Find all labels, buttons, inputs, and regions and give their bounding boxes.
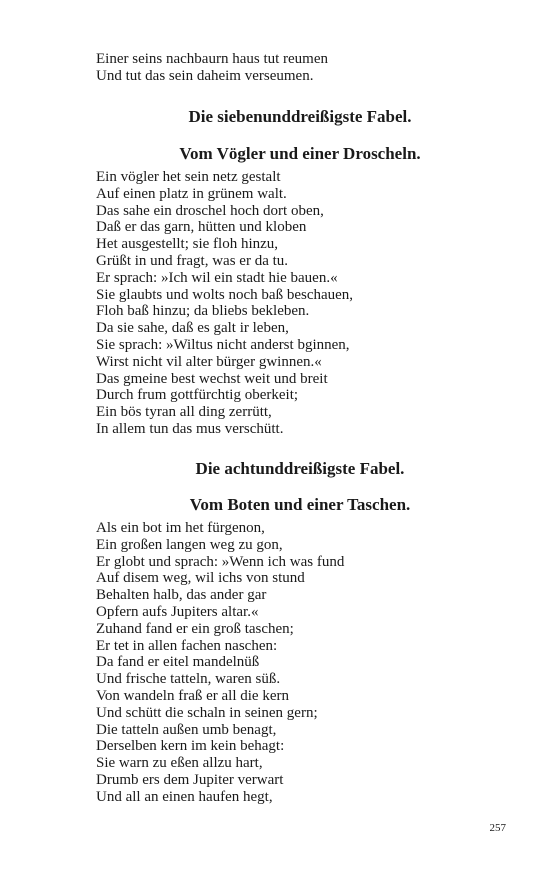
verse-line: Er globt und sprach: »Wenn ich was fund xyxy=(96,553,345,570)
verse-line: Einer seins nachbaurn haus tut reumen xyxy=(96,51,329,67)
verse-line: Drumb ers dem Jupiter verwart xyxy=(96,771,284,788)
verse-line: Grüßt in und fragt, was er da tu. xyxy=(96,252,289,269)
verse-line: Behalten halb, das ander gar xyxy=(96,587,267,604)
fable-title: Die achtunddreißigste Fabel. xyxy=(195,459,405,478)
top-stanza xyxy=(96,51,496,85)
verse-line: Zuhand fand er ein groß taschen; xyxy=(96,620,294,637)
verse-line: Ein bös tyran all ding zerrütt, xyxy=(96,404,272,421)
verse-line: Sie glaubts und wolts noch baß beschauen, xyxy=(96,286,354,303)
verse-line: Als ein bot im het fürgenon, xyxy=(96,520,265,536)
verse-line: Da sie sahe, daß es galt ir leben, xyxy=(96,320,289,337)
verse-line: Sie sprach: »Wiltus nicht anderst bginnen, xyxy=(96,336,350,353)
verse-line: Und tut das sein daheim verseumen. xyxy=(96,67,314,84)
verse-line: Sie warn zu eßen allzu hart, xyxy=(96,755,263,772)
fable-subtitle: Vom Vögler und einer Droscheln. xyxy=(179,144,421,163)
verse-line: Daß er das garn, hütten und kloben xyxy=(96,219,307,236)
verse-line: Und frische tatteln, waren süß. xyxy=(96,671,281,688)
verse-line: Auf disem weg, wil ichs von stund xyxy=(96,570,305,587)
verse-line: Opfern aufs Jupiters altar.« xyxy=(96,603,259,620)
fable-title: Die siebenunddreißigste Fabel. xyxy=(188,107,412,126)
verse-line: Auf einen platz in grünem walt. xyxy=(96,185,287,202)
verse-line: Das gmeine best wechst weit und breit xyxy=(96,370,328,387)
fable-body xyxy=(96,169,496,438)
verse-line: Durch frum gottfürchtig oberkeit; xyxy=(96,387,299,404)
fable-subtitle: Vom Boten und einer Taschen. xyxy=(189,495,411,514)
verse-line: Ein vögler het sein netz gestalt xyxy=(96,169,281,185)
verse-line: Wirst nicht vil alter bürger gwinnen.« xyxy=(96,353,322,370)
verse-line: In allem tun das mus verschütt. xyxy=(96,420,284,437)
fable-body xyxy=(96,520,496,806)
verse-line: Und schütt die schaln in seinen gern; xyxy=(96,704,318,721)
verse-line: Ein großen langen weg zu gon, xyxy=(96,536,283,553)
verse-line: Da fand er eitel mandelnüß xyxy=(96,654,260,671)
verse-line: Er tet in allen fachen naschen: xyxy=(96,637,278,654)
verse-line: Derselben kern im kein behagt: xyxy=(96,738,285,755)
verse-line: Und all an einen haufen hegt, xyxy=(96,788,273,805)
verse-line: Het ausgestellt; sie floh hinzu, xyxy=(96,236,279,253)
verse-line: Das sahe ein droschel hoch dort oben, xyxy=(96,202,324,219)
verse-line: Von wandeln fraß er all die kern xyxy=(96,687,289,704)
verse-line: Er sprach: »Ich wil ein stadt hie bauen.« xyxy=(96,269,338,286)
verse-line: Floh baß hinzu; da bliebs bekleben. xyxy=(96,303,310,320)
verse-line: Die tatteln außen umb benagt, xyxy=(96,721,277,738)
page-number: 257 xyxy=(489,822,506,834)
